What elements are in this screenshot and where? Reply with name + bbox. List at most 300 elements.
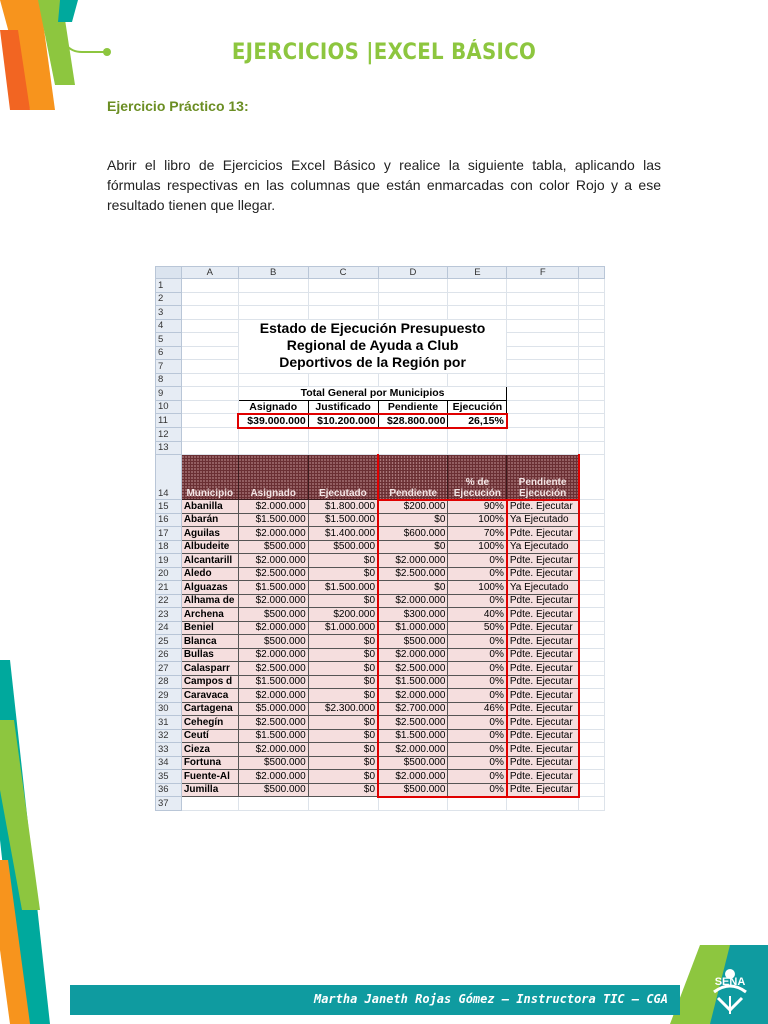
empty-cell — [238, 428, 308, 442]
empty-cell — [507, 346, 579, 360]
table-cell: Beniel — [181, 621, 238, 635]
empty-cell — [579, 581, 605, 595]
table-cell: $2.000.000 — [238, 648, 308, 662]
table-cell: $2.000.000 — [238, 770, 308, 784]
table-cell: Pdte. Ejecutar — [507, 527, 579, 541]
table-cell: Jumilla — [181, 783, 238, 797]
sheet-row — [156, 527, 605, 541]
table-cell: 0% — [448, 635, 507, 649]
sheet-title-line: Estado de Ejecución Presupuesto — [259, 319, 486, 336]
row-number: 15 — [156, 500, 182, 514]
table-cell: $5.000.000 — [238, 702, 308, 716]
empty-cell — [181, 279, 238, 293]
empty-cell — [308, 279, 378, 293]
empty-cell — [378, 797, 448, 811]
spreadsheet-body — [156, 267, 605, 811]
table-cell: $1.400.000 — [308, 527, 378, 541]
empty-cell — [507, 373, 579, 387]
table-header: Asignado — [238, 455, 308, 500]
sheet-row — [156, 621, 605, 635]
sheet-row — [156, 292, 605, 306]
empty-cell — [579, 441, 605, 455]
empty-cell — [579, 540, 605, 554]
sheet-row — [156, 441, 605, 455]
empty-cell — [579, 455, 605, 500]
select-all-corner — [156, 267, 182, 279]
table-cell: Abanilla — [181, 500, 238, 514]
summary-value: $28.800.000 — [378, 414, 448, 428]
table-cell: $500.000 — [238, 540, 308, 554]
summary-value: $39.000.000 — [238, 414, 308, 428]
table-cell: Pdte. Ejecutar — [507, 729, 579, 743]
table-cell: Pdte. Ejecutar — [507, 621, 579, 635]
table-cell: $0 — [308, 594, 378, 608]
table-cell: $2.700.000 — [378, 702, 448, 716]
table-cell: 0% — [448, 716, 507, 730]
table-cell: $2.000.000 — [238, 621, 308, 635]
row-number: 32 — [156, 729, 182, 743]
table-cell: Pdte. Ejecutar — [507, 689, 579, 703]
table-cell: Pdte. Ejecutar — [507, 594, 579, 608]
row-number: 13 — [156, 441, 182, 455]
sheet-row — [156, 743, 605, 757]
table-cell: 0% — [448, 567, 507, 581]
empty-cell — [579, 662, 605, 676]
table-cell: $0 — [308, 770, 378, 784]
sheet-row — [156, 567, 605, 581]
row-number: 28 — [156, 675, 182, 689]
table-cell: Ya Ejecutado — [507, 513, 579, 527]
table-cell: 0% — [448, 662, 507, 676]
table-cell: $200.000 — [378, 500, 448, 514]
empty-cell — [238, 441, 308, 455]
column-header: D — [378, 267, 448, 279]
table-cell: $1.500.000 — [378, 729, 448, 743]
table-cell: 100% — [448, 513, 507, 527]
row-number: 23 — [156, 608, 182, 622]
sheet-row — [156, 455, 605, 500]
table-cell: $2.500.000 — [238, 716, 308, 730]
row-number: 12 — [156, 428, 182, 442]
table-cell: 0% — [448, 743, 507, 757]
instructions-paragraph: Abrir el libro de Ejercicios Excel Básico y realice la siguiente tabla, aplicando las fórmulas respectivas en las columnas que están enmarcadas con color Rojo y a ese resultado tienen que llegar. — [107, 157, 661, 213]
table-cell: 46% — [448, 702, 507, 716]
table-cell: Pdte. Ejecutar — [507, 743, 579, 757]
row-number: 17 — [156, 527, 182, 541]
row-number: 9 — [156, 387, 182, 401]
table-cell: $500.000 — [308, 540, 378, 554]
empty-cell — [579, 292, 605, 306]
row-number: 30 — [156, 702, 182, 716]
empty-cell — [579, 500, 605, 514]
table-cell: 0% — [448, 554, 507, 568]
table-cell: 90% — [448, 500, 507, 514]
empty-cell — [378, 428, 448, 442]
table-cell: $1.800.000 — [308, 500, 378, 514]
table-cell: 0% — [448, 675, 507, 689]
table-cell: $2.500.000 — [378, 662, 448, 676]
summary-value: 26,15% — [448, 414, 507, 428]
table-cell: 40% — [448, 608, 507, 622]
row-number: 21 — [156, 581, 182, 595]
empty-cell — [579, 333, 605, 347]
row-number: 20 — [156, 567, 182, 581]
empty-cell — [378, 373, 448, 387]
empty-cell — [181, 428, 238, 442]
empty-cell — [507, 360, 579, 374]
empty-cell — [378, 441, 448, 455]
empty-cell — [579, 387, 605, 401]
table-cell: $0 — [308, 675, 378, 689]
sena-logo — [700, 962, 760, 1018]
table-cell: Ya Ejecutado — [507, 581, 579, 595]
sheet-row — [156, 306, 605, 320]
table-cell: 0% — [448, 729, 507, 743]
table-cell: $1.500.000 — [378, 675, 448, 689]
empty-cell — [579, 428, 605, 442]
row-number: 16 — [156, 513, 182, 527]
empty-cell — [448, 797, 507, 811]
table-cell: $500.000 — [238, 608, 308, 622]
row-number: 24 — [156, 621, 182, 635]
empty-cell — [238, 279, 308, 293]
row-number: 25 — [156, 635, 182, 649]
empty-cell — [579, 567, 605, 581]
table-cell: $2.000.000 — [378, 594, 448, 608]
table-cell: Archena — [181, 608, 238, 622]
table-cell: Calasparr — [181, 662, 238, 676]
sheet-row — [156, 797, 605, 811]
table-cell: Pdte. Ejecutar — [507, 567, 579, 581]
table-cell: 0% — [448, 594, 507, 608]
table-cell: $500.000 — [378, 756, 448, 770]
column-header: B — [238, 267, 308, 279]
table-cell: $2.000.000 — [238, 527, 308, 541]
row-number: 26 — [156, 648, 182, 662]
empty-cell — [579, 373, 605, 387]
table-cell: $1.500.000 — [238, 513, 308, 527]
table-cell: Pdte. Ejecutar — [507, 554, 579, 568]
table-cell: $1.500.000 — [308, 581, 378, 595]
table-cell: $0 — [308, 567, 378, 581]
empty-cell — [579, 513, 605, 527]
empty-cell — [181, 797, 238, 811]
exercise-subtitle: Ejercicio Práctico 13: — [107, 98, 249, 114]
empty-cell — [579, 635, 605, 649]
empty-cell — [181, 373, 238, 387]
summary-label: Asignado — [238, 400, 308, 414]
empty-cell — [579, 346, 605, 360]
sheet-row — [156, 608, 605, 622]
table-cell: 70% — [448, 527, 507, 541]
empty-cell — [448, 428, 507, 442]
table-cell: $1.000.000 — [378, 621, 448, 635]
empty-cell — [238, 292, 308, 306]
row-number: 6 — [156, 346, 182, 360]
empty-cell — [378, 292, 448, 306]
empty-cell — [507, 306, 579, 320]
row-number: 31 — [156, 716, 182, 730]
row-number: 36 — [156, 783, 182, 797]
table-cell: $2.500.000 — [378, 716, 448, 730]
table-header: Municipio — [181, 455, 238, 500]
column-header: A — [181, 267, 238, 279]
row-number: 10 — [156, 400, 182, 414]
sheet-title — [238, 319, 507, 373]
sheet-row — [156, 414, 605, 428]
empty-cell — [507, 428, 579, 442]
table-cell: $1.500.000 — [308, 513, 378, 527]
empty-cell — [448, 279, 507, 293]
empty-cell — [579, 400, 605, 414]
row-number: 29 — [156, 689, 182, 703]
table-cell: $0 — [308, 716, 378, 730]
bottom-left-decoration — [0, 660, 70, 1024]
table-cell: Fuente-Al — [181, 770, 238, 784]
table-cell: $0 — [308, 729, 378, 743]
row-number: 27 — [156, 662, 182, 676]
sheet-title-line: Regional de Ayuda a Club — [286, 336, 459, 353]
empty-cell — [308, 373, 378, 387]
summary-label: Justificado — [308, 400, 378, 414]
empty-cell — [181, 333, 238, 347]
table-cell: Ya Ejecutado — [507, 540, 579, 554]
empty-cell — [507, 400, 579, 414]
empty-cell — [308, 441, 378, 455]
sheet-row — [156, 729, 605, 743]
empty-cell — [579, 702, 605, 716]
empty-cell — [181, 400, 238, 414]
empty-cell — [579, 770, 605, 784]
row-number: 18 — [156, 540, 182, 554]
table-cell: 100% — [448, 581, 507, 595]
empty-cell — [579, 689, 605, 703]
table-cell: Caravaca — [181, 689, 238, 703]
empty-cell — [579, 414, 605, 428]
table-cell: $2.000.000 — [378, 743, 448, 757]
empty-cell — [181, 292, 238, 306]
table-cell: $2.000.000 — [238, 594, 308, 608]
row-number: 5 — [156, 333, 182, 347]
table-cell: $0 — [308, 662, 378, 676]
table-cell: Alcantarill — [181, 554, 238, 568]
row-number: 1 — [156, 279, 182, 293]
empty-cell — [181, 319, 238, 333]
table-cell: $2.300.000 — [308, 702, 378, 716]
empty-cell — [579, 554, 605, 568]
table-cell: 0% — [448, 689, 507, 703]
table-cell: Pdte. Ejecutar — [507, 702, 579, 716]
table-cell: $0 — [308, 743, 378, 757]
table-cell: $2.000.000 — [378, 689, 448, 703]
table-cell: Albudeite — [181, 540, 238, 554]
table-cell: Pdte. Ejecutar — [507, 783, 579, 797]
footer-credit: Martha Janeth Rojas Gómez – Instructora TIC – CGA — [313, 992, 668, 1006]
empty-cell — [579, 729, 605, 743]
empty-cell — [507, 333, 579, 347]
table-cell: $0 — [378, 540, 448, 554]
row-number: 4 — [156, 319, 182, 333]
sheet-row — [156, 500, 605, 514]
sheet-row — [156, 267, 605, 279]
table-cell: $0 — [378, 513, 448, 527]
empty-cell — [308, 428, 378, 442]
empty-cell — [579, 594, 605, 608]
table-cell: $1.500.000 — [238, 675, 308, 689]
row-number: 19 — [156, 554, 182, 568]
table-cell: Pdte. Ejecutar — [507, 770, 579, 784]
table-cell: $2.500.000 — [238, 567, 308, 581]
sheet-row — [156, 279, 605, 293]
footer-bar — [70, 985, 680, 1015]
column-header: F — [507, 267, 579, 279]
table-cell: $2.000.000 — [238, 500, 308, 514]
empty-cell — [579, 319, 605, 333]
table-header: Pendiente — [378, 455, 448, 500]
table-cell: Pdte. Ejecutar — [507, 635, 579, 649]
empty-cell — [181, 360, 238, 374]
column-header: C — [308, 267, 378, 279]
table-cell: Pdte. Ejecutar — [507, 675, 579, 689]
table-cell: $0 — [308, 689, 378, 703]
table-cell: $1.500.000 — [238, 581, 308, 595]
row-number: 11 — [156, 414, 182, 428]
empty-cell — [579, 648, 605, 662]
row-number: 7 — [156, 360, 182, 374]
sheet-row — [156, 662, 605, 676]
table-cell: $2.000.000 — [378, 770, 448, 784]
table-cell: Pdte. Ejecutar — [507, 608, 579, 622]
empty-cell — [579, 797, 605, 811]
empty-cell — [579, 783, 605, 797]
sheet-row — [156, 756, 605, 770]
table-cell: $500.000 — [378, 635, 448, 649]
sena-logo-text: SENA — [714, 976, 746, 988]
empty-cell — [579, 621, 605, 635]
sheet-row — [156, 513, 605, 527]
table-cell: Aledo — [181, 567, 238, 581]
table-cell: 0% — [448, 770, 507, 784]
table-cell: $0 — [308, 635, 378, 649]
empty-cell — [448, 373, 507, 387]
empty-cell — [579, 756, 605, 770]
table-cell: Abarán — [181, 513, 238, 527]
table-cell: $0 — [308, 648, 378, 662]
sheet-title-line: Deportivos de la Región por — [279, 353, 466, 370]
spreadsheet-image — [155, 266, 605, 834]
table-cell: $2.000.000 — [238, 743, 308, 757]
sheet-row — [156, 689, 605, 703]
empty-cell — [507, 797, 579, 811]
sheet-row — [156, 770, 605, 784]
table-cell: Pdte. Ejecutar — [507, 648, 579, 662]
page-title: EJERCICIOS |EXCEL BÁSICO — [231, 40, 537, 65]
table-cell: Blanca — [181, 635, 238, 649]
empty-cell — [308, 306, 378, 320]
table-cell: $1.500.000 — [238, 729, 308, 743]
table-cell: Alguazas — [181, 581, 238, 595]
empty-cell — [308, 797, 378, 811]
table-cell: $500.000 — [238, 756, 308, 770]
table-cell: Pdte. Ejecutar — [507, 662, 579, 676]
table-header: Pendiente Ejecución — [507, 455, 579, 500]
table-cell: $2.500.000 — [378, 567, 448, 581]
empty-cell — [448, 306, 507, 320]
sheet-row — [156, 783, 605, 797]
table-cell: Alhama de — [181, 594, 238, 608]
row-number: 35 — [156, 770, 182, 784]
sheet-row — [156, 428, 605, 442]
empty-cell — [579, 716, 605, 730]
sheet-row — [156, 594, 605, 608]
table-cell: $500.000 — [238, 783, 308, 797]
spreadsheet-table — [155, 266, 605, 811]
row-number: 8 — [156, 373, 182, 387]
sheet-row — [156, 702, 605, 716]
empty-cell — [507, 319, 579, 333]
empty-cell — [238, 306, 308, 320]
empty-cell — [507, 441, 579, 455]
table-cell: Campos d — [181, 675, 238, 689]
empty-cell — [181, 441, 238, 455]
empty-cell — [448, 292, 507, 306]
table-cell: Pdte. Ejecutar — [507, 500, 579, 514]
table-cell: Cieza — [181, 743, 238, 757]
empty-cell — [579, 306, 605, 320]
empty-cell — [181, 346, 238, 360]
sheet-row — [156, 716, 605, 730]
empty-cell — [378, 279, 448, 293]
table-cell: Pdte. Ejecutar — [507, 756, 579, 770]
table-cell: Fortuna — [181, 756, 238, 770]
table-cell: $200.000 — [308, 608, 378, 622]
column-header-extra — [579, 267, 605, 279]
table-cell: $2.000.000 — [238, 554, 308, 568]
empty-cell — [579, 608, 605, 622]
empty-cell — [181, 387, 238, 401]
empty-cell — [507, 387, 579, 401]
table-cell: Ceutí — [181, 729, 238, 743]
table-header: % de Ejecución — [448, 455, 507, 500]
empty-cell — [579, 675, 605, 689]
sheet-row — [156, 554, 605, 568]
sheet-row — [156, 648, 605, 662]
summary-header: Total General por Municipios — [238, 387, 507, 401]
table-cell: $0 — [308, 756, 378, 770]
sheet-row — [156, 387, 605, 401]
row-number: 34 — [156, 756, 182, 770]
row-number: 3 — [156, 306, 182, 320]
table-cell: $300.000 — [378, 608, 448, 622]
row-number: 22 — [156, 594, 182, 608]
empty-cell — [308, 292, 378, 306]
sheet-row — [156, 373, 605, 387]
sheet-row — [156, 540, 605, 554]
sheet-row — [156, 400, 605, 414]
sheet-row — [156, 319, 605, 333]
table-cell: 50% — [448, 621, 507, 635]
table-cell: 0% — [448, 648, 507, 662]
column-header: E — [448, 267, 507, 279]
empty-cell — [507, 279, 579, 293]
table-cell: Aguilas — [181, 527, 238, 541]
sheet-row — [156, 635, 605, 649]
row-number: 14 — [156, 455, 182, 500]
empty-cell — [181, 306, 238, 320]
table-cell: 0% — [448, 756, 507, 770]
empty-cell — [579, 527, 605, 541]
table-cell: $1.000.000 — [308, 621, 378, 635]
